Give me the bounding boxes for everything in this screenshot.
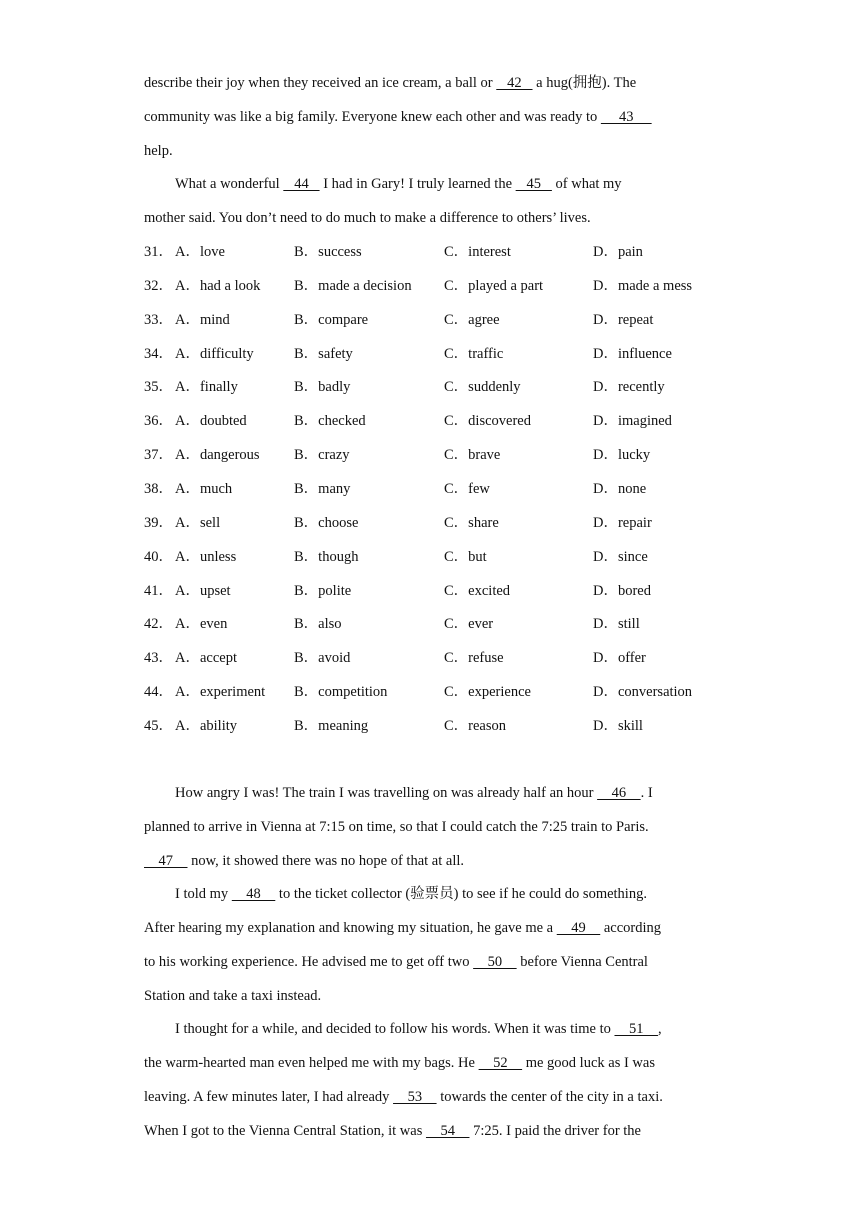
passage-line [175,783,653,803]
question-number: 35． [144,379,173,395]
option-d: D．since [593,549,648,565]
passage-text: planned to arrive in Vienna at 7:15 on time, so that I could catch the 7:25 train to Paris. [144,819,649,835]
option-d: D．pain [593,244,643,260]
question-number: 33． [144,312,173,328]
question-number: 31． [144,244,173,260]
passage-text: a hug(拥抱). The [532,75,637,91]
passage-text: community was like a big family. Everyone knew each other and was ready to [144,109,601,125]
question-number: 38． [144,481,173,497]
option-c: C．reason [444,718,507,734]
option-a: A．sell [175,515,221,531]
question-number: 34． [144,346,173,362]
option-c: C．excited [444,583,511,599]
question-row [144,547,744,567]
option-b: B．avoid [294,650,351,666]
question-row [144,344,744,364]
passage-line [144,1087,663,1107]
question-row [144,614,744,634]
question-row [144,310,744,330]
option-a: A．finally [175,379,238,395]
question-number: 41． [144,583,173,599]
passage-text: leaving. A few minutes later, I had already [144,1089,394,1105]
question-number: 43． [144,650,173,666]
blank-53: 53 [393,1089,437,1105]
option-a: A．had a look [175,278,261,294]
option-d: D．repair [593,515,652,531]
passage-text: I thought for a while, and decided to follow his words. When it was time to [175,1021,615,1037]
blank-52: 52 [478,1055,523,1071]
blank-49: 49 [556,920,601,936]
option-b: B．though [294,549,359,565]
passage-line [144,952,648,972]
option-c: C．discovered [444,413,531,429]
option-b: B．polite [294,583,352,599]
question-row [144,242,744,262]
option-a: A．love [175,244,225,260]
passage-line [144,1053,655,1073]
option-d: D．none [593,481,647,497]
question-row [144,479,744,499]
question-number: 45． [144,718,173,734]
passage-text: to the ticket collector (验票员) to see if he could do something. [275,886,647,902]
question-row [144,581,744,601]
option-b: B．also [294,616,342,632]
option-a: A．difficulty [175,346,254,362]
passage-line [144,918,661,938]
passage-text: mother said. You don’t need to do much to make a difference to others’ lives. [144,210,591,226]
passage-text: towards the center of the city in a taxi. [436,1089,663,1105]
option-b: B．meaning [294,718,369,734]
blank-42: 42 [496,75,533,91]
passage-line [144,851,464,871]
passage-line [144,73,636,93]
option-c: C．suddenly [444,379,521,395]
blank-47: 47 [144,853,188,869]
blank-46: 46 [597,785,641,801]
question-number: 40． [144,549,173,565]
question-row [144,648,744,668]
passage-text: the warm-hearted man even helped me with my bags. He [144,1055,479,1071]
option-c: C．agree [444,312,500,328]
option-c: C．traffic [444,346,504,362]
option-a: A．mind [175,312,230,328]
option-a: A．unless [175,549,237,565]
passage-line [144,817,649,837]
question-number: 44． [144,684,173,700]
option-d: D．lucky [593,447,651,463]
blank-48: 48 [231,886,276,902]
option-c: C．share [444,515,499,531]
passage-text: What a wonderful [175,176,284,192]
option-b: B．safety [294,346,353,362]
option-d: D．made a mess [593,278,693,294]
question-row [144,682,744,702]
option-d: D．still [593,616,640,632]
option-a: A．dangerous [175,447,260,463]
passage-line [144,1121,641,1141]
blank-43: 43 [600,109,652,125]
question-number: 37． [144,447,173,463]
passage-text: . I [640,785,653,801]
question-row [144,411,744,431]
passage-text: me good luck as I was [522,1055,655,1071]
option-a: A．much [175,481,233,497]
option-c: C．ever [444,616,494,632]
option-d: D．influence [593,346,672,362]
passage-text: of what my [551,176,622,192]
passage-text: now, it showed there was no hope of that at all. [187,853,465,869]
option-a: A．accept [175,650,237,666]
passage-line [175,174,622,194]
passage-text: Station and take a taxi instead. [144,988,322,1004]
passage-text: before Vienna Central [516,954,648,970]
passage-text: 7:25. I paid the driver for the [469,1123,641,1139]
passage-line [175,1019,662,1039]
option-a: A．ability [175,718,238,734]
blank-51: 51 [614,1021,658,1037]
blank-45: 45 [515,176,552,192]
blank-54: 54 [425,1123,470,1139]
blank-50: 50 [473,954,517,970]
option-d: D．offer [593,650,646,666]
option-d: D．imagined [593,413,672,429]
question-row [144,716,744,736]
passage-text: I told my [175,886,232,902]
passage-text: How angry I was! The train I was travelling on was already half an hour [175,785,598,801]
option-d: D．conversation [593,684,693,700]
option-c: C．interest [444,244,511,260]
option-b: B．many [294,481,351,497]
passage-text: After hearing my explanation and knowing my situation, he gave me a [144,920,557,936]
option-c: C．experience [444,684,531,700]
passage-text: I had in Gary! I truly learned the [319,176,516,192]
option-b: B．crazy [294,447,350,463]
option-b: B．choose [294,515,359,531]
passage-line [144,107,652,127]
question-row [144,445,744,465]
passage-text: describe their joy when they received an ice cream, a ball or [144,75,497,91]
passage-line [144,208,591,228]
option-c: C．but [444,549,487,565]
option-b: B．compare [294,312,369,328]
question-number: 42． [144,616,173,632]
passage-line [175,884,647,904]
question-row [144,513,744,533]
option-b: B．checked [294,413,366,429]
option-a: A．experiment [175,684,266,700]
option-b: B．success [294,244,362,260]
passage-line [144,141,173,161]
option-d: D．repeat [593,312,654,328]
option-d: D．recently [593,379,665,395]
question-number: 32． [144,278,173,294]
option-b: B．badly [294,379,351,395]
passage-text: according [600,920,662,936]
option-c: C．played a part [444,278,544,294]
passage-text: help. [144,143,173,159]
option-d: D．bored [593,583,651,599]
option-c: C．refuse [444,650,504,666]
question-row [144,377,744,397]
option-b: B．competition [294,684,388,700]
option-a: A．doubted [175,413,247,429]
passage-text: to his working experience. He advised me to get off two [144,954,474,970]
question-number: 39． [144,515,173,531]
option-c: C．few [444,481,490,497]
blank-44: 44 [283,176,320,192]
option-c: C．brave [444,447,501,463]
question-row [144,276,744,296]
passage-text: When I got to the Vienna Central Station, it was [144,1123,426,1139]
option-a: A．upset [175,583,231,599]
option-a: A．even [175,616,228,632]
question-number: 36． [144,413,173,429]
option-d: D．skill [593,718,643,734]
option-b: B．made a decision [294,278,412,294]
passage-text: , [657,1021,662,1037]
passage-line [144,986,321,1006]
